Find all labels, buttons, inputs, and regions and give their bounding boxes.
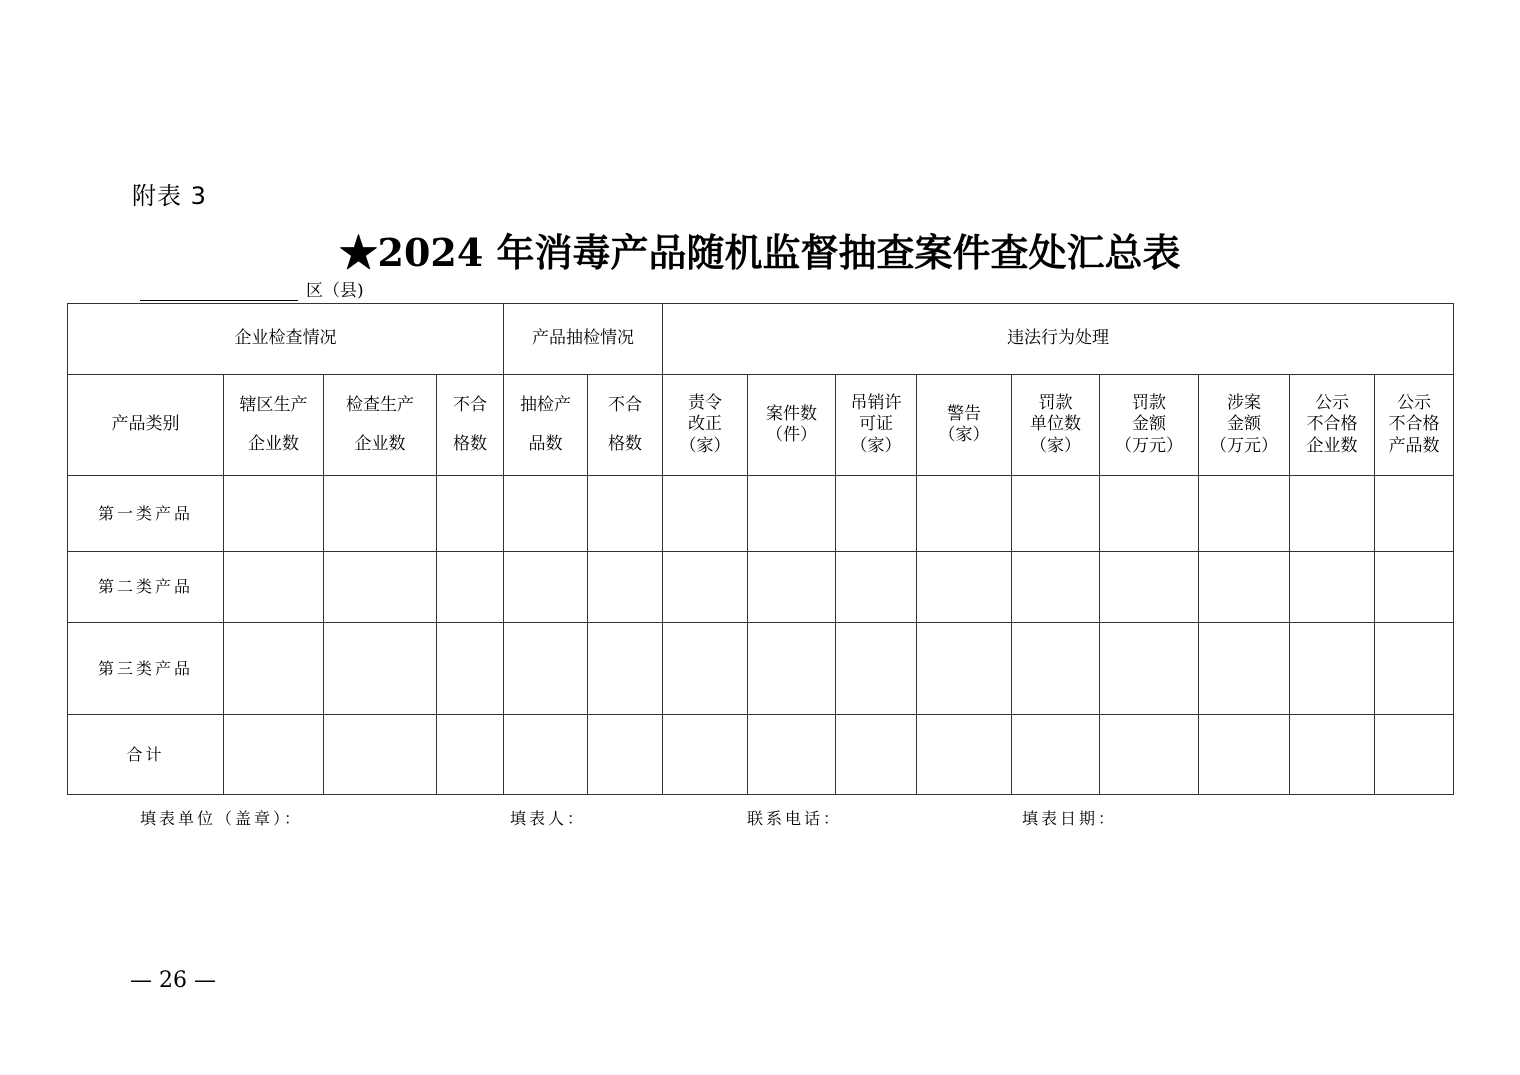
header-line: 检查生产 <box>346 394 414 415</box>
header-line: 单位数 <box>1030 414 1081 435</box>
table-cell[interactable] <box>1290 715 1375 795</box>
table-cell[interactable] <box>1199 623 1290 715</box>
table-cell[interactable] <box>588 623 663 715</box>
header-line: 格数 <box>608 434 642 454</box>
header-unqualified-products <box>588 375 663 476</box>
table-cell[interactable] <box>224 552 324 623</box>
row-label-category-1: 第一类产品 <box>68 476 224 552</box>
header-line: 公示 <box>1315 393 1349 414</box>
row-label-category-3: 第三类产品 <box>68 623 224 715</box>
header-line: （万元） <box>1115 435 1183 456</box>
district-suffix: 区（县) <box>306 281 364 301</box>
header-line: 金额 <box>1227 414 1261 435</box>
header-line: 不合 <box>453 394 487 415</box>
footer-date-label: 填表日期： <box>1022 809 1118 828</box>
page-title: ★2024 年消毒产品随机监督抽查案件查处汇总表 <box>339 230 1181 275</box>
table-cell[interactable] <box>836 552 917 623</box>
table-cell[interactable] <box>663 715 748 795</box>
header-line: （家） <box>850 435 902 456</box>
table-cell[interactable] <box>588 715 663 795</box>
header-fine-amount <box>1100 375 1199 476</box>
table-cell[interactable] <box>504 715 588 795</box>
table-cell[interactable] <box>504 623 588 715</box>
table-cell[interactable] <box>1375 623 1454 715</box>
header-line: 企业数 <box>248 434 299 454</box>
header-rectify-order <box>663 375 748 476</box>
table-cell[interactable] <box>917 715 1012 795</box>
table-cell[interactable] <box>324 552 437 623</box>
header-line: （件） <box>766 425 817 445</box>
header-line: （家） <box>679 435 731 456</box>
table-cell[interactable] <box>1290 552 1375 623</box>
table-cell[interactable] <box>1199 552 1290 623</box>
table-cell[interactable] <box>748 552 836 623</box>
table-cell[interactable] <box>437 623 504 715</box>
table-cell[interactable] <box>663 476 748 552</box>
table-cell[interactable] <box>324 623 437 715</box>
table-cell[interactable] <box>836 715 917 795</box>
column-header-row <box>68 375 1454 476</box>
table-cell[interactable] <box>1290 623 1375 715</box>
table-cell[interactable] <box>588 552 663 623</box>
table-cell[interactable] <box>1199 715 1290 795</box>
header-case-count <box>748 375 836 476</box>
table-cell[interactable] <box>224 623 324 715</box>
table-cell[interactable] <box>836 476 917 552</box>
table-cell[interactable] <box>1012 623 1100 715</box>
header-line: 格数 <box>453 434 487 454</box>
header-fined-units <box>1012 375 1100 476</box>
table-cell[interactable] <box>1100 476 1199 552</box>
table-cell[interactable] <box>437 476 504 552</box>
table-cell[interactable] <box>224 476 324 552</box>
header-line: 涉案 <box>1227 393 1261 414</box>
table-cell[interactable] <box>1100 715 1199 795</box>
table-cell[interactable] <box>663 552 748 623</box>
group-header-violation: 违法行为处理 <box>663 304 1454 375</box>
header-line: 企业数 <box>354 434 406 454</box>
footer-filler-label: 填表人： <box>510 809 587 828</box>
table-cell[interactable] <box>1012 552 1100 623</box>
header-line: （家） <box>1030 435 1081 456</box>
annex-label: 附表 3 <box>132 182 207 210</box>
table-row-total <box>68 715 1454 795</box>
table-cell[interactable] <box>748 623 836 715</box>
summary-table <box>67 303 1454 795</box>
header-line: 案件数 <box>766 403 817 424</box>
table-row <box>68 623 1454 715</box>
header-line: 企业数 <box>1306 435 1358 456</box>
district-line <box>140 276 364 301</box>
header-public-unqualified-enterprises <box>1290 375 1375 476</box>
table-cell[interactable] <box>324 715 437 795</box>
group-header-product: 产品抽检情况 <box>504 304 663 375</box>
table-cell[interactable] <box>1290 476 1375 552</box>
header-line: 金额 <box>1132 414 1166 435</box>
table-cell[interactable] <box>1375 552 1454 623</box>
header-line: 罚款 <box>1132 393 1166 414</box>
header-jurisdiction-enterprises <box>224 375 324 476</box>
header-line: 责令 <box>688 393 722 414</box>
table-cell[interactable] <box>917 476 1012 552</box>
header-line: （家） <box>938 425 990 445</box>
header-line: 吊销许 <box>850 393 902 414</box>
table-cell[interactable] <box>437 715 504 795</box>
table-cell[interactable] <box>1375 476 1454 552</box>
header-line: 不合 <box>608 394 642 415</box>
table-row <box>68 552 1454 623</box>
footer-unit-label: 填表单位（盖章）： <box>140 809 304 828</box>
header-public-unqualified-products <box>1375 375 1454 476</box>
table-cell[interactable] <box>836 623 917 715</box>
header-line: 公示 <box>1397 393 1432 414</box>
table-cell[interactable] <box>324 476 437 552</box>
row-label-total: 合计 <box>68 715 224 795</box>
table-cell[interactable] <box>1100 623 1199 715</box>
header-line: 抽检产 <box>520 394 571 415</box>
header-warning <box>917 375 1012 476</box>
page-number: — 26 — <box>130 968 216 993</box>
table-cell[interactable] <box>1012 715 1100 795</box>
header-line: 不合格 <box>1388 414 1440 435</box>
header-inspected-enterprises <box>324 375 437 476</box>
table-cell[interactable] <box>437 552 504 623</box>
header-line: 改正 <box>688 414 722 435</box>
table-cell[interactable] <box>1012 476 1100 552</box>
district-blank-field[interactable] <box>140 282 298 301</box>
group-header-row <box>68 304 1454 375</box>
table-cell[interactable] <box>1375 715 1454 795</box>
table-row <box>68 476 1454 552</box>
table-cell[interactable] <box>1199 476 1290 552</box>
header-line: 辖区生产 <box>239 394 308 415</box>
header-line: 产品数 <box>1388 435 1440 456</box>
table-cell[interactable] <box>663 623 748 715</box>
table-cell[interactable] <box>224 715 324 795</box>
header-sampled-products <box>504 375 588 476</box>
table-cell[interactable] <box>588 476 663 552</box>
header-line: 罚款 <box>1038 393 1073 414</box>
table-cell[interactable] <box>748 476 836 552</box>
table-cell[interactable] <box>748 715 836 795</box>
group-header-enterprise: 企业检查情况 <box>68 304 504 375</box>
header-line: 可证 <box>859 414 893 435</box>
row-label-category-2: 第二类产品 <box>68 552 224 623</box>
header-case-amount <box>1199 375 1290 476</box>
header-line: 不合格 <box>1306 414 1358 435</box>
table-cell[interactable] <box>504 552 588 623</box>
header-line: 警告 <box>947 403 981 424</box>
footer-phone-label: 联系电话： <box>747 809 843 828</box>
table-cell[interactable] <box>917 623 1012 715</box>
header-unqualified-enterprises <box>437 375 504 476</box>
header-line: 品数 <box>528 434 563 454</box>
table-cell[interactable] <box>917 552 1012 623</box>
table-cell[interactable] <box>504 476 588 552</box>
table-cell[interactable] <box>1100 552 1199 623</box>
header-license-revoked <box>836 375 917 476</box>
header-line: （万元） <box>1210 435 1278 456</box>
header-category: 产品类别 <box>68 375 224 476</box>
